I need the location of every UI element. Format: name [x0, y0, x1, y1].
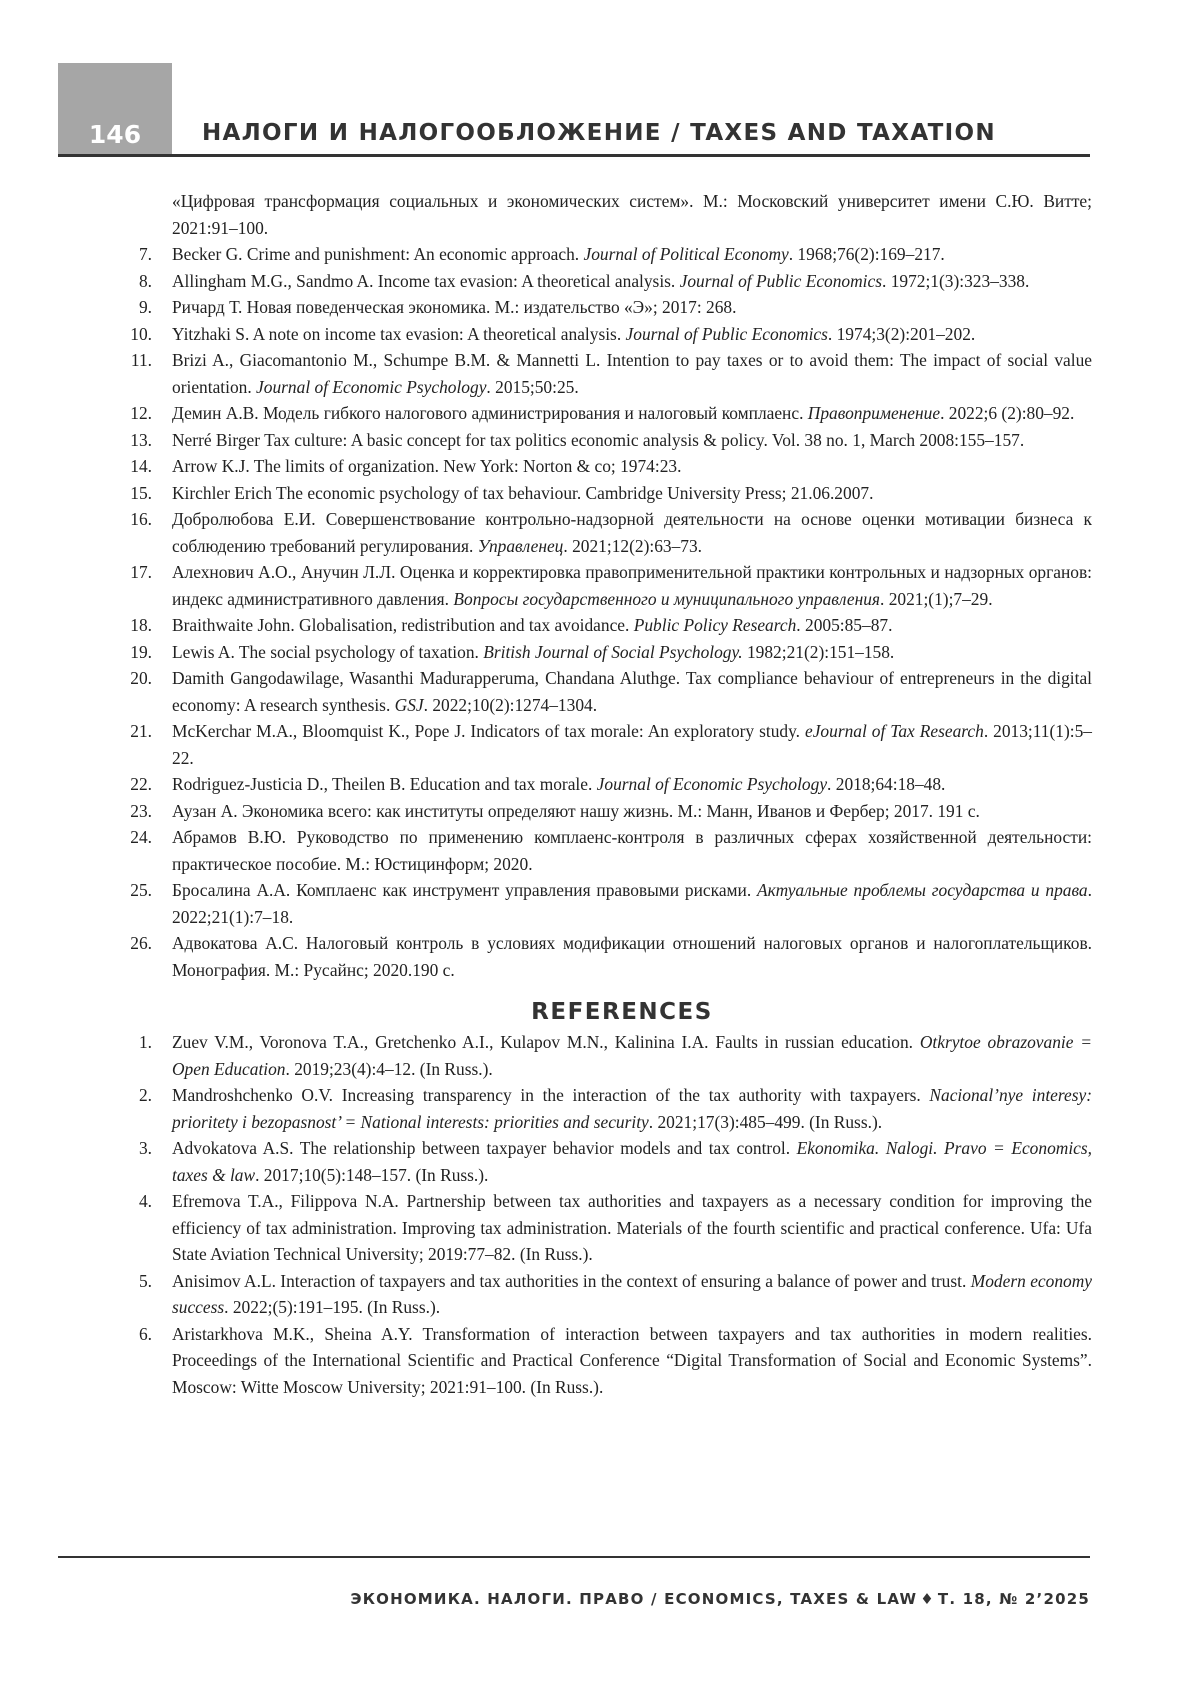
reference-source: Ekonomika. Nalogi. Pravo = Economics, taxes & law [172, 1138, 1092, 1185]
reference-details: . 2022;(5):191–195. (In Russ.). [224, 1297, 441, 1317]
reference-number: 6. [138, 1323, 152, 1344]
reference-details: . 2019;23(4):4–12. (In Russ.). [285, 1058, 493, 1079]
reference-details: . 2005:85–87. [796, 615, 893, 635]
reference-number: 5. [138, 1270, 152, 1291]
reference-number: 1. [138, 1032, 152, 1052]
reference-item [122, 321, 1092, 348]
reference-item [122, 798, 1092, 825]
reference-text: Nerré Birger Tax culture: A basic concept for tax politics economic analysis & policy. Vol. 38 no. 1, March 2008:155–157. [172, 429, 1025, 450]
journal-issue: Т. 18, № 2’2025 [937, 1590, 1090, 1608]
reference-item [122, 559, 1092, 612]
reference-text: Ричард Т. Новая поведенческая экономика. М.: издательство «Э»; 2017: 268. [172, 297, 737, 317]
reference-item [122, 1188, 1092, 1268]
reference-source: Otkrytoe obrazovanie = Open Education [172, 1032, 1092, 1079]
reference-number: 14. [130, 456, 152, 476]
reference-source: Вопросы государственного и муниципального управления [453, 588, 880, 609]
reference-number: 26. [130, 933, 152, 953]
reference-text: Адвокатова А.С. Налоговый контроль в условиях модификации отношений налоговых органов и налогоплательщиков. Монография. М.: Русайнс; 2020.190 с. [172, 933, 1092, 980]
reference-number: 16. [130, 509, 152, 529]
reference-text: Алехнович А.О., Анучин Л.Л. Оценка и корректировка правоприменительной практики контрольных и надзорных органов: индекс административного давления. [172, 562, 1092, 609]
reference-text: Бросалина А.А. Комплаенс как инструмент управления правовыми рисками. [172, 880, 758, 900]
reference-number: 11. [130, 350, 152, 370]
reference-item [122, 241, 1092, 268]
reference-text: Lewis A. The social psychology of taxation. [172, 641, 484, 662]
reference-number: 9. [138, 297, 152, 317]
reference-details: . 1972;1(3):323–338. [882, 270, 1030, 291]
reference-item [122, 1321, 1092, 1401]
journal-footer [350, 1590, 1090, 1608]
reference-number: 21. [130, 721, 152, 741]
reference-text: Mandroshchenko O.V. Increasing transparency in the interaction of the tax authority with taxpayers. [172, 1085, 930, 1105]
reference-item [122, 877, 1092, 930]
section-title: НАЛОГИ И НАЛОГООБЛОЖЕНИЕ / TAXES AND TAXATION [202, 120, 996, 146]
reference-text: Aristarkhova M.K., Sheina A.Y. Transformation of interaction between taxpayers and tax authorities in modern realities. Proceedings of the International Scientific and Practical Conference “Digital Transformation of Social and Economic Systems”. Moscow: Witte Moscow University; 2021:91–100. (In Russ.). [172, 1323, 1092, 1397]
reference-item [122, 453, 1092, 480]
reference-number: 15. [130, 482, 152, 503]
reference-text: Аузан А. Экономика всего: как институты определяют нашу жизнь. М.: Манн, Иванов и Фербер; 2017. 191 с. [172, 800, 980, 821]
reference-text: Becker G. Crime and punishment: An economic approach. [172, 244, 584, 264]
reference-text: Braithwaite John. Globalisation, redistribution and tax avoidance. [172, 615, 634, 635]
reference-item [122, 665, 1092, 718]
reference-number: 22. [130, 774, 152, 794]
reference-details: . 2017;10(5):148–157. (In Russ.). [255, 1164, 489, 1185]
reference-text: Arrow K.J. The limits of organization. New York: Norton & co; 1974:23. [172, 456, 682, 476]
russian-reference-list [122, 241, 1092, 983]
reference-number: 13. [130, 429, 152, 450]
reference-source: Journal of Political Economy [583, 244, 789, 264]
reference-item [122, 718, 1092, 771]
reference-details: . 1968;76(2):169–217. [788, 244, 945, 264]
reference-item [122, 771, 1092, 798]
reference-number: 19. [130, 641, 152, 662]
reference-item [122, 347, 1092, 400]
reference-number: 17. [130, 562, 152, 582]
reference-text: Efremova T.A., Filippova N.A. Partnership between tax authorities and taxpayers as a necessary condition for improving the efficiency of tax administration. Improving tax administration. Materials of the fourth scientific and practical conference. Ufa: Ufa State Aviation Technical University; 2019:77–82. (In Russ.). [172, 1191, 1092, 1264]
reference-number: 7. [138, 244, 152, 264]
header-divider [58, 154, 1090, 157]
reference-source: Journal of Economic Psychology [256, 376, 487, 397]
reference-text: Yitzhaki S. A note on income tax evasion: A theoretical analysis. [172, 323, 626, 344]
reference-source: Journal of Public Economics [625, 323, 828, 344]
reference-source: Public Policy Research [633, 615, 797, 635]
reference-item [122, 639, 1092, 666]
reference-details: . 2021;17(3):485–499. (In Russ.). [648, 1111, 883, 1132]
reference-text: Allingham M.G., Sandmo A. Income tax evasion: A theoretical analysis. [172, 270, 680, 291]
reference-text: Damith Gangodawilage, Wasanthi Madurapperuma, Chandana Aluthge. Tax compliance behaviour of entrepreneurs in the digital economy: A research synthesis. [172, 668, 1092, 715]
reference-item [122, 1029, 1092, 1082]
diamond-icon: ♦ [920, 1590, 935, 1608]
reference-source: Управленец [477, 535, 564, 556]
reference-text: Anisimov A.L. Interaction of taxpayers and tax authorities in the context of ensuring a balance of power and trust. [172, 1270, 971, 1291]
reference-item [122, 612, 1092, 639]
reference-text: Brizi A., Giacomantonio M., Schumpe B.M. & Mannetti L. Intention to pay taxes or to avoid them: The impact of social value orientation. [172, 350, 1092, 397]
reference-source: eJournal of Tax Research [804, 721, 984, 741]
journal-name: ЭКОНОМИКА. НАЛОГИ. ПРАВО / ECONOMICS, TAXES & LAW [350, 1590, 918, 1608]
reference-details: . 2018;64:18–48. [827, 774, 946, 794]
reference-item [122, 1082, 1092, 1135]
reference-details: 1982;21(2):151–158. [742, 641, 895, 662]
reference-text: Абрамов В.Ю. Руководство по применению комплаенс-контроля в различных сферах хозяйственной деятельности: практическое пособие. М.: Юстицинформ; 2020. [172, 827, 1092, 874]
reference-text: Zuev V.M., Voronova T.A., Gretchenko A.I., Kulapov M.N., Kalinina I.A. Faults in russian education. [172, 1032, 920, 1052]
reference-item [122, 1268, 1092, 1321]
reference-item [122, 480, 1092, 507]
reference-number: 18. [130, 615, 152, 635]
reference-item [122, 506, 1092, 559]
footer-divider [58, 1556, 1090, 1558]
reference-source: Journal of Public Economics [679, 270, 882, 291]
reference-text: Advokatova A.S. The relationship between taxpayer behavior models and tax control. [172, 1138, 797, 1158]
reference-source: Modern economy success [172, 1270, 1092, 1317]
reference-item [122, 930, 1092, 983]
reference-details: . 2021;(1);7–29. [880, 588, 993, 609]
reference-continuation: «Цифровая трансформация социальных и экономических систем». М.: Московский университет имени С.Ю. Витте; 2021:91–100. [172, 191, 1092, 238]
reference-number: 20. [130, 668, 152, 688]
references-heading: REFERENCES [531, 999, 713, 1025]
reference-source: GSJ [394, 694, 424, 715]
reference-details: . 2013;11(1):5–22. [172, 721, 1092, 768]
reference-number: 25. [130, 880, 152, 900]
reference-number: 2. [138, 1085, 152, 1105]
reference-item [122, 427, 1092, 454]
reference-item [122, 1135, 1092, 1188]
reference-number: 23. [130, 800, 152, 821]
reference-text: Добролюбова Е.И. Совершенствование контрольно-надзорной деятельности на основе оценки мотивации бизнеса к соблюдению требований регулирования. [172, 509, 1092, 556]
reference-details: . 1974;3(2):201–202. [827, 323, 976, 344]
references-content [122, 188, 1092, 1400]
reference-item [122, 400, 1092, 427]
page-number-box [58, 63, 172, 155]
page-header [58, 63, 1090, 155]
reference-text: McKerchar M.A., Bloomquist K., Pope J. Indicators of tax morale: An exploratory study. [172, 721, 805, 741]
reference-item [122, 824, 1092, 877]
reference-item [122, 294, 1092, 321]
reference-text: Rodriguez-Justicia D., Theilen B. Education and tax morale. [172, 774, 597, 794]
reference-details: . 2022;10(2):1274–1304. [423, 694, 598, 715]
reference-details: . 2022;21(1):7–18. [172, 880, 1092, 927]
reference-source: Journal of Economic Psychology [596, 774, 828, 794]
reference-details: . 2015;50:25. [486, 376, 579, 397]
reference-number: 8. [138, 270, 152, 291]
reference-text: Демин А.В. Модель гибкого налогового администрирования и налоговый комплаенс. [172, 403, 808, 423]
reference-number: 24. [130, 827, 152, 847]
english-reference-list [122, 1029, 1092, 1400]
reference-source: Nacional’nye interesy: prioritety i bezopasnost’ = National interests: priorities and security [172, 1085, 1093, 1132]
reference-source: Правоприменение [807, 403, 941, 423]
reference-number: 10. [130, 323, 152, 344]
reference-item [122, 268, 1092, 295]
reference-details: . 2022;6 (2):80–92. [940, 403, 1075, 423]
reference-details: . 2021;12(2):63–73. [563, 535, 703, 556]
reference-source: British Journal of Social Psychology. [483, 641, 743, 662]
reference-number: 4. [138, 1191, 152, 1211]
reference-number: 12. [130, 403, 152, 423]
reference-source: Актуальные проблемы государства и права [757, 880, 1088, 900]
reference-text: Kirchler Erich The economic psychology of tax behaviour. Cambridge University Press; 21.06.2007. [172, 482, 874, 503]
page-number: 146 [88, 120, 142, 149]
reference-number: 3. [138, 1138, 152, 1158]
